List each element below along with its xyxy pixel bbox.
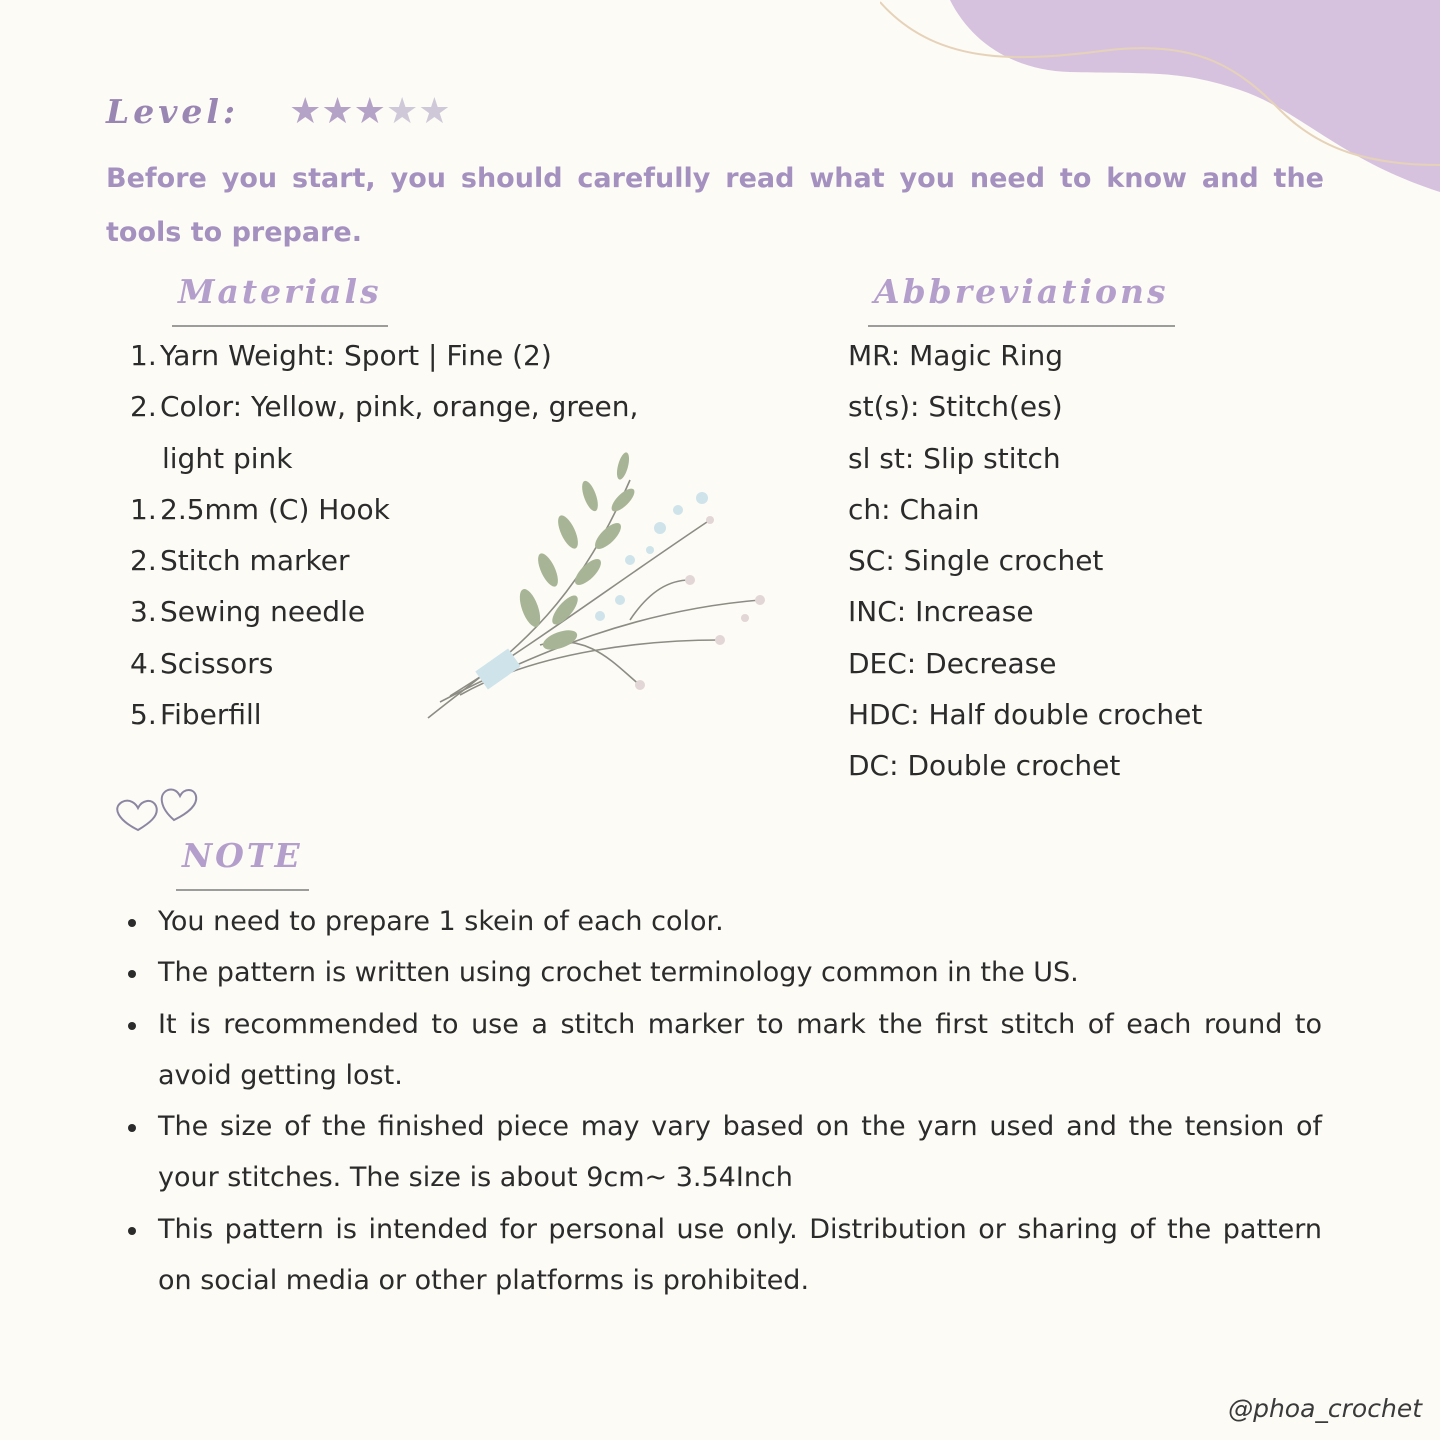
list-item: light pink bbox=[162, 441, 293, 475]
list-item: 3. Sewing needle bbox=[130, 595, 366, 629]
list-item: DEC: Decrease bbox=[848, 646, 1057, 680]
list-item: HDC: Half double crochet bbox=[848, 698, 1203, 732]
hearts-icon bbox=[108, 778, 200, 838]
list-item: sl st: Slip stitch bbox=[848, 441, 1061, 475]
star-icon: ★ bbox=[289, 90, 322, 132]
level-label: Level: bbox=[106, 92, 240, 131]
list-item: 2. Color: Yellow, pink, orange, green, bbox=[130, 390, 639, 424]
abbreviations-list bbox=[848, 330, 1202, 792]
list-item: 2. Stitch marker bbox=[130, 544, 350, 578]
list-item: It is recommended to use a stitch marker to mark the first stitch of each round to avoid getting lost. bbox=[126, 999, 1322, 1102]
intro-text: Before you start, you should carefully read what you need to know and the tools to prepare. bbox=[106, 163, 1324, 248]
list-item: The pattern is written using crochet terminology common in the US. bbox=[126, 947, 1322, 998]
list-item: INC: Increase bbox=[848, 595, 1034, 629]
notes-list bbox=[126, 896, 1322, 1306]
list-item: DC: Double crochet bbox=[848, 749, 1121, 783]
list-item: 1. 2.5mm (C) Hook bbox=[130, 492, 390, 526]
list-item: This pattern is intended for personal use only. Distribution or sharing of the pattern on social media or other platforms is prohibited. bbox=[126, 1204, 1322, 1307]
star-icon: ★ bbox=[385, 90, 419, 132]
star-icon: ★ bbox=[321, 90, 354, 132]
author-handle: @phoa_crochet bbox=[1228, 1394, 1422, 1423]
difficulty-stars bbox=[289, 90, 451, 132]
level-row bbox=[106, 92, 451, 131]
materials-heading: Materials bbox=[172, 272, 388, 327]
abbreviations-heading: Abbreviations bbox=[868, 272, 1175, 327]
list-item: 4. Scissors bbox=[130, 646, 274, 680]
list-item: MR: Magic Ring bbox=[848, 339, 1064, 372]
star-icon: ★ bbox=[353, 90, 386, 132]
list-item: ch: Chain bbox=[848, 492, 980, 526]
list-item: The size of the finished piece may vary based on the yarn used and the tension of your stitches. The size is about 9cm~ 3.54Inch bbox=[126, 1101, 1322, 1204]
list-item: 1. Yarn Weight: Sport | Fine (2) bbox=[130, 339, 552, 372]
star-icon: ★ bbox=[418, 90, 451, 132]
flower-sprig-illustration bbox=[420, 440, 780, 730]
list-item: SC: Single crochet bbox=[848, 544, 1104, 578]
list-item: 5. Fiberfill bbox=[130, 698, 262, 732]
note-heading: NOTE bbox=[176, 836, 309, 891]
list-item: You need to prepare 1 skein of each color. bbox=[126, 896, 1322, 947]
list-item: st(s): Stitch(es) bbox=[848, 390, 1063, 424]
